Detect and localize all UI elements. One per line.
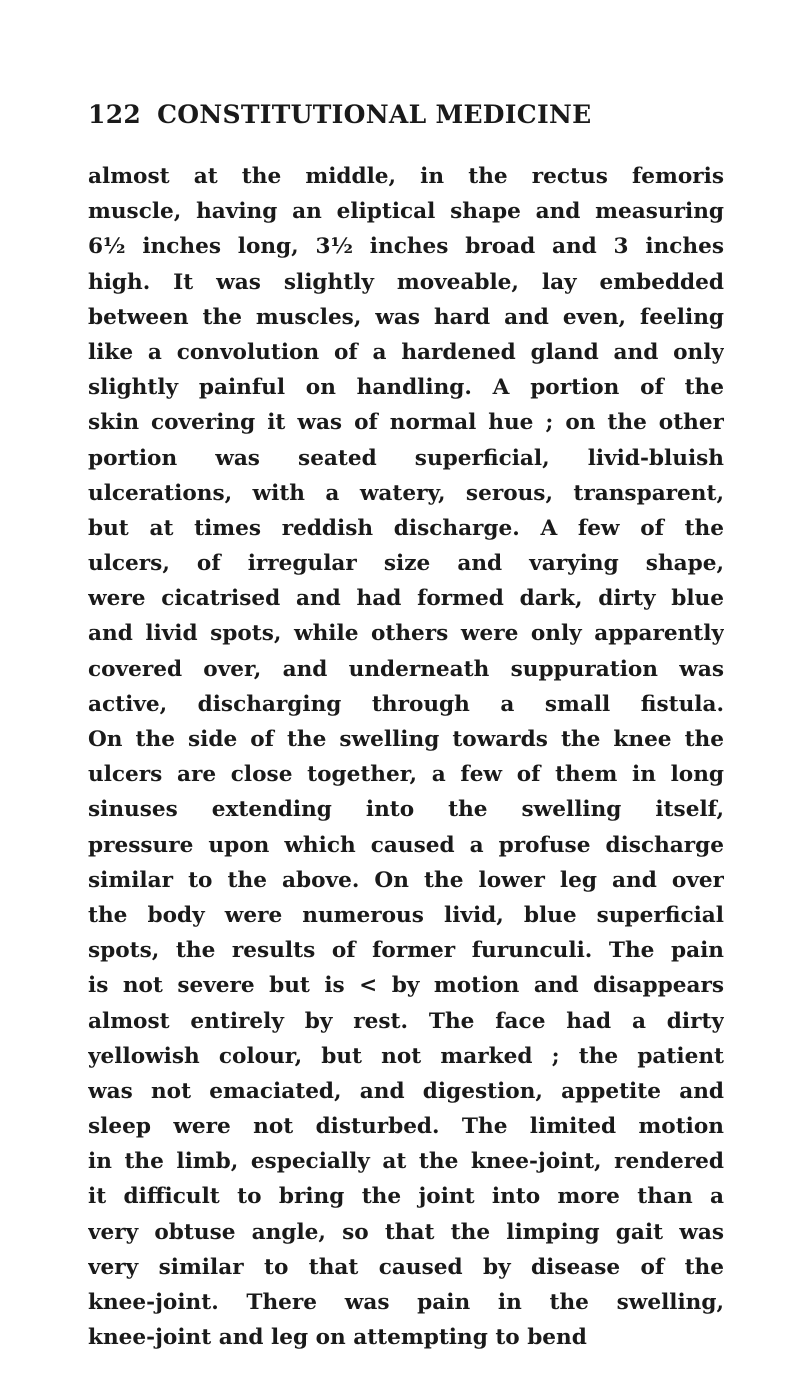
text-line: almost at the middle, in the rectus femoris [88,164,724,189]
text-line: ulcers, of irregular size and varying shape, [88,551,724,577]
text-line: and livid spots, while others were only apparently [88,621,724,647]
text-line: 6½ inches long, 3½ inches broad and 3 inches [88,234,724,260]
text-line: pressure upon which caused a profuse discharge [88,832,724,858]
text-line: sleep were not disturbed. The limited motion [88,1114,724,1140]
text-line: covered over, and underneath suppuration was [88,656,724,682]
text-line: similar to the above. On the lower leg and over [88,867,724,893]
text-line: is not severe but is < by motion and disappears [88,973,724,999]
text-line: skin covering it was of normal hue ; on the other [88,410,724,436]
running-title: CONSTITUTIONAL MEDICINE [157,100,592,129]
text-line: the body were numerous livid, blue superficial [88,902,724,928]
body-text [88,159,724,1355]
text-line: ulcers are close together, a few of them in long [88,762,724,788]
page-number: 122 [88,100,142,129]
text-line: knee-joint and leg on attempting to bend [88,1325,587,1351]
text-line: spots, the results of former furunculi. The pain [88,938,724,964]
text-line: yellowish colour, but not marked ; the patient [88,1043,724,1069]
text-line: almost entirely by rest. The face had a dirty [88,1008,724,1034]
text-line: very similar to that caused by disease of the [88,1254,724,1280]
text-line: sinuses extending into the swelling itself, [88,797,724,823]
text-line: between the muscles, was hard and even, feeling [88,304,724,330]
text-line: active, discharging through a small fistula. [88,691,724,717]
text-line: portion was seated superficial, livid-bluish [88,445,724,471]
text-line: knee-joint. There was pain in the swelling, [88,1290,724,1315]
text-line: were cicatrised and had formed dark, dirty blue [88,586,724,612]
text-line: ulcerations, with a watery, serous, transparent, [88,480,724,506]
text-line: in the limb, especially at the knee-joint, rendered [88,1149,724,1175]
running-head [88,100,728,136]
text-line: it difficult to bring the joint into more than a [88,1184,724,1210]
text-line: but at times reddish discharge. A few of the [88,515,724,541]
text-line: high. It was slightly moveable, lay embedded [88,269,724,295]
text-line: On the side of the swelling towards the knee the [88,727,724,752]
text-line: muscle, having an eliptical shape and measuring [88,199,724,225]
text-line: like a convolution of a hardened gland and only [88,339,724,365]
text-line: slightly painful on handling. A portion of the [88,375,724,401]
text-line: very obtuse angle, so that the limping gait was [88,1219,724,1245]
text-line: was not emaciated, and digestion, appetite and [88,1078,724,1104]
